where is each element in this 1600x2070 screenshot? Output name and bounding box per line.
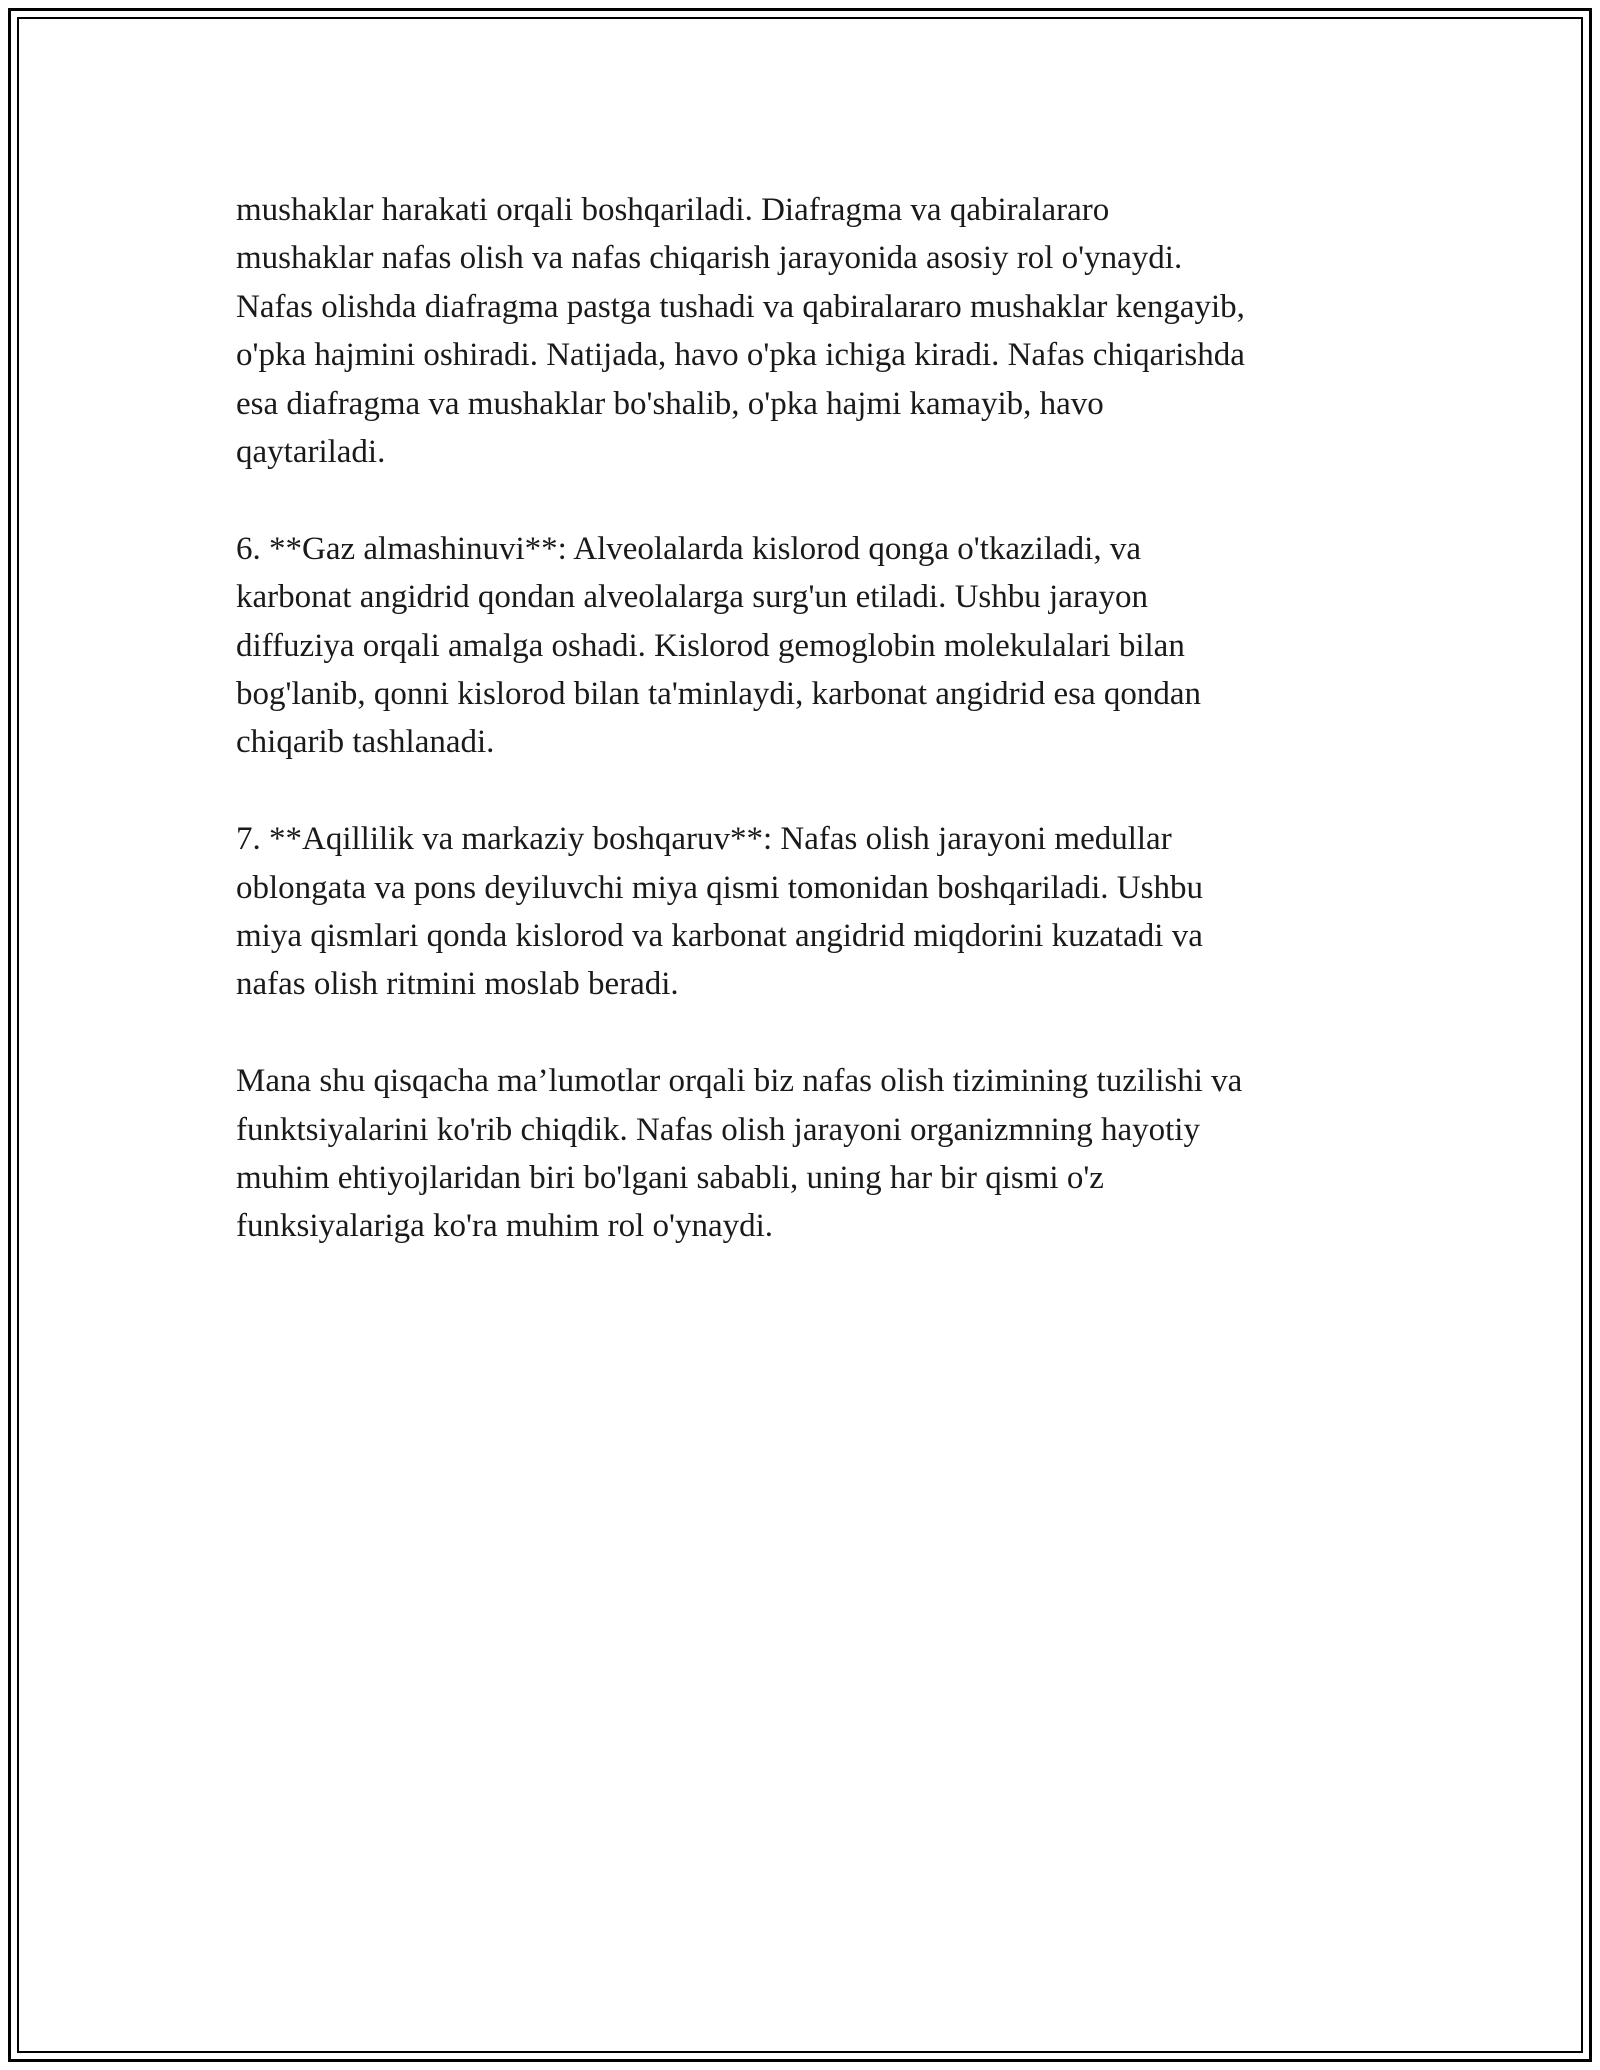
text-line: Mana shu qisqacha ma’lumotlar orqali biz nafas olish tizimining tuzilishi va [236, 1063, 1243, 1100]
paragraph-central-control [236, 815, 1366, 1009]
text-line: chiqarib tashlanadi. [236, 724, 495, 761]
text-line: mushaklar harakati orqali boshqariladi. Diafragma va qabiralararo [236, 192, 1110, 228]
paragraph-gas-exchange [236, 525, 1366, 767]
paragraph-conclusion [236, 1057, 1366, 1251]
text-line: o'pka hajmini oshiradi. Natijada, havo o'pka ichiga kiradi. Nafas chiqarishda [236, 337, 1245, 374]
text-line: 7. **Aqillilik va markaziy boshqaruv**: Nafas olish jarayoni medullar [236, 821, 1172, 858]
document-body [236, 186, 1366, 1299]
text-line: karbonat angidrid qondan alveolalarga surg'un etiladi. Ushbu jarayon [236, 579, 1148, 616]
text-line: muhim ehtiyojlaridan biri bo'lgani sababli, uning har bir qismi o'z [236, 1160, 1104, 1197]
text-line: oblongata va pons deyiluvchi miya qismi tomonidan boshqariladi. Ushbu [236, 869, 1203, 906]
paragraph-respiration-mechanics [236, 186, 1366, 476]
text-line: funktsiyalarini ko'rib chiqdik. Nafas olish jarayoni organizmning hayotiy [236, 1111, 1200, 1148]
text-line: mushaklar nafas olish va nafas chiqarish jarayonida asosiy rol o'ynaydi. [236, 240, 1183, 277]
text-line: diffuziya orqali amalga oshadi. Kislorod gemoglobin molekulalari bilan [236, 627, 1185, 664]
text-line: bog'lanib, qonni kislorod bilan ta'minlaydi, karbonat angidrid esa qondan [236, 676, 1202, 713]
text-line: funksiyalariga ko'ra muhim rol o'ynaydi. [236, 1208, 774, 1245]
text-line: Nafas olishda diafragma pastga tushadi va qabiralararo mushaklar kengayib, [236, 288, 1245, 325]
text-line: qaytariladi. [236, 434, 386, 471]
text-line: nafas olish ritmini moslab beradi. [236, 966, 679, 1003]
text-line: miya qismlari qonda kislorod va karbonat angidrid miqdorini kuzatadi va [236, 918, 1203, 955]
text-line: esa diafragma va mushaklar bo'shalib, o'pka hajmi kamayib, havo [236, 385, 1104, 422]
text-line: 6. **Gaz almashinuvi**: Alveolalarda kislorod qonga o'tkaziladi, va [236, 530, 1141, 567]
